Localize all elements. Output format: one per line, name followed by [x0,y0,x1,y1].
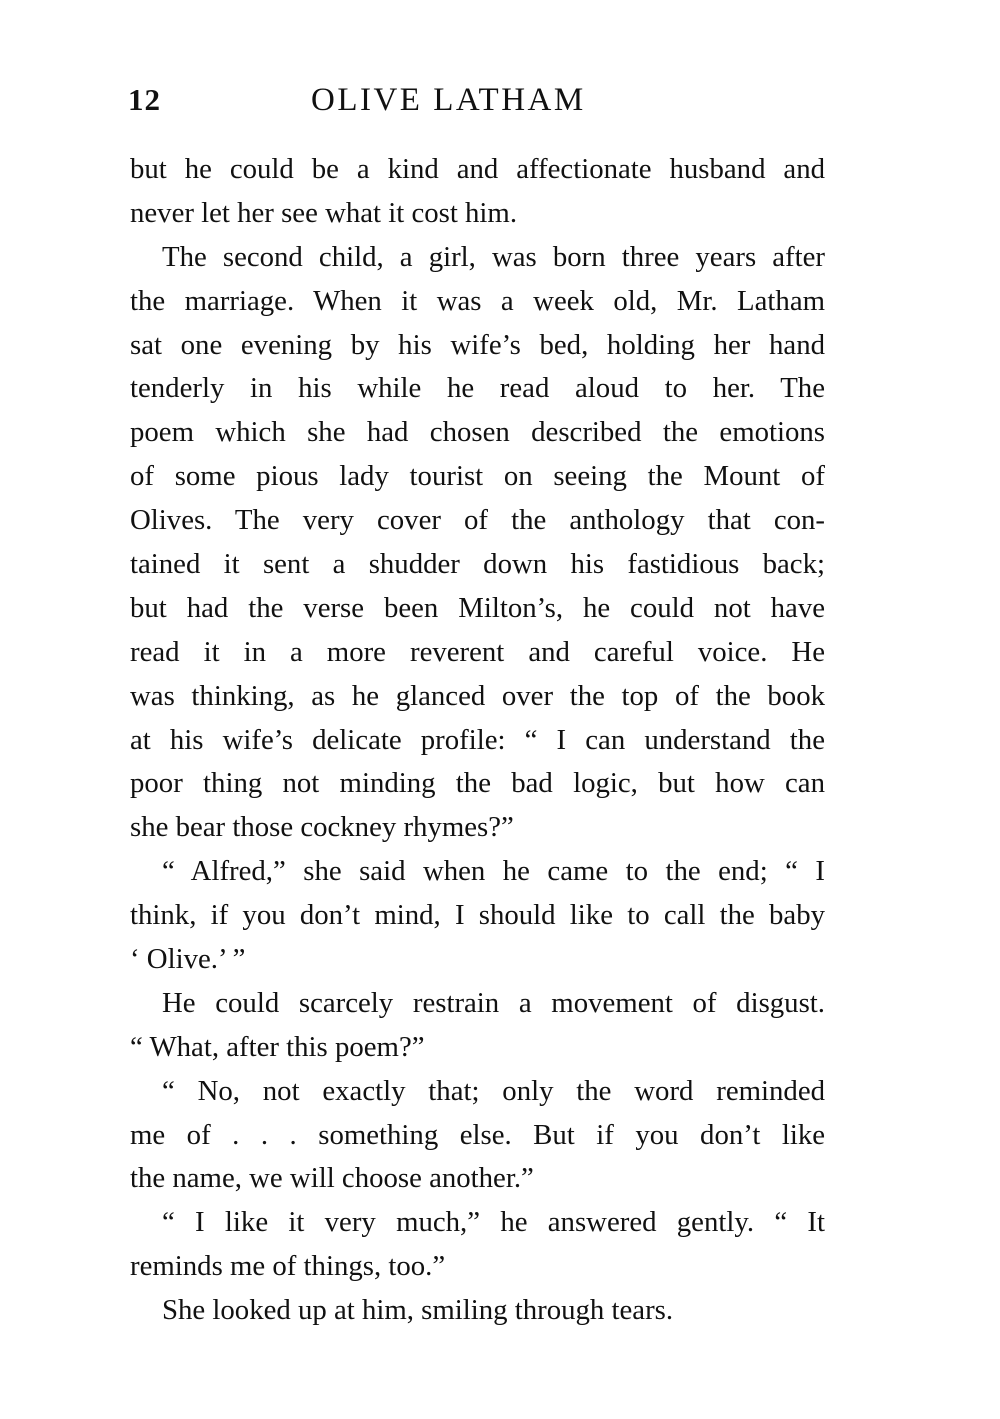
page-number: 12 [128,82,161,117]
text-line: “ What, after this poem?” [130,1030,425,1063]
text-line: never let her see what it cost him. [130,196,518,229]
text-line: tained it sent a shudder down his fastidious back; [130,548,825,581]
page-header [128,82,828,132]
text-line: of some pious lady tourist on seeing the Mount of [130,460,825,493]
text-line: she bear those cockney rhymes?” [130,811,514,844]
text-line: The second child, a girl, was born three years after [162,240,825,273]
text-line: at his wife’s delicate profile: “ I can understand the [130,723,825,756]
text-line: He could scarcely restrain a movement of disgust. [162,986,825,1019]
text-line: She looked up at him, smiling through tears. [162,1294,674,1327]
text-line: but had the verse been Milton’s, he could not have [130,591,825,624]
text-line: “ No, not exactly that; only the word reminded [162,1074,825,1107]
text-line: Olives. The very cover of the anthology that con- [130,504,825,537]
text-line: tenderly in his while he read aloud to her. The [130,372,825,405]
text-line: sat one evening by his wife’s bed, holding her hand [130,328,825,361]
body-text [130,148,825,1333]
text-line: “ Alfred,” she said when he came to the end; “ I [162,855,825,888]
running-title: OLIVE LATHAM [311,82,586,118]
text-line: was thinking, as he glanced over the top of the book [130,679,825,712]
text-line: but he could be a kind and affectionate husband and [130,153,825,185]
text-line: the marriage. When it was a week old, Mr. Latham [130,284,825,317]
text-line: reminds me of things, too.” [130,1250,446,1283]
text-line: the name, we will choose another.” [130,1162,534,1195]
text-line: me of . . . something else. But if you don’t like [130,1118,825,1151]
text-line: poor thing not minding the bad logic, but how can [130,767,825,800]
text-line: poem which she had chosen described the emotions [130,416,825,449]
text-line: read it in a more reverent and careful voice. He [130,635,825,668]
text-line: ‘ Olive.’ ” [130,943,246,976]
text-line: think, if you don’t mind, I should like to call the baby [130,899,825,932]
text-line: “ I like it very much,” he answered gently. “ It [162,1206,825,1239]
